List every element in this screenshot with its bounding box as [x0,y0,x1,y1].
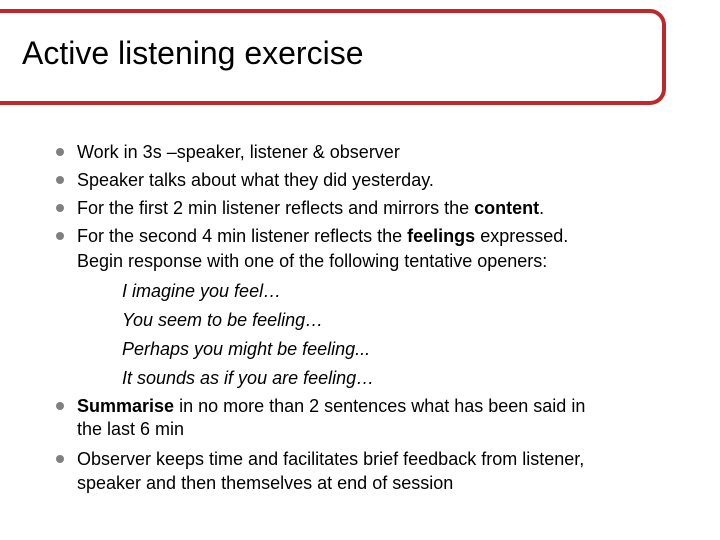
opener-4: It sounds as if you are feeling… [122,368,375,388]
bullet-5-bold: Summarise [77,396,175,416]
bullet-4-post: expressed. [475,226,569,246]
slide-title: Active listening exercise [22,35,364,71]
bullet-4-pre: For the second 4 min listener reflects the [77,226,408,246]
bullet-1-text: Work in 3s –speaker, listener & observer [77,142,400,162]
bullet-icon [56,232,64,240]
bullet-3-pre: For the first 2 min listener reflects and mirrors the [77,198,475,218]
bullet-6-text: Observer keeps time and facilitates brief feedback from listener, [77,449,585,469]
bullet-4-bold: feelings [407,226,476,246]
bullet-5-line2: the last 6 min [77,419,185,439]
bullet-5-post: in no more than 2 sentences what has been said in [174,396,586,416]
bullet-icon [56,176,64,184]
opener-3: Perhaps you might be feeling... [122,339,371,359]
opener-2: You seem to be feeling… [122,310,324,330]
bullet-5-text [77,395,585,417]
bullet-3-text [77,197,544,219]
bullet-icon [56,455,64,463]
bullet-6-line2: speaker and then themselves at end of session [77,473,454,493]
bullet-3-post: . [539,198,545,218]
bullet-icon [56,204,64,212]
bullet-2-text: Speaker talks about what they did yesterday. [77,170,434,190]
bullet-3-bold: content [474,198,540,218]
bullet-icon [56,148,64,156]
opener-1: I imagine you feel… [122,281,282,301]
bullet-4-text [77,225,568,247]
bullet-icon [56,402,64,410]
bullet-4-line2: Begin response with one of the following tentative openers: [77,251,548,271]
